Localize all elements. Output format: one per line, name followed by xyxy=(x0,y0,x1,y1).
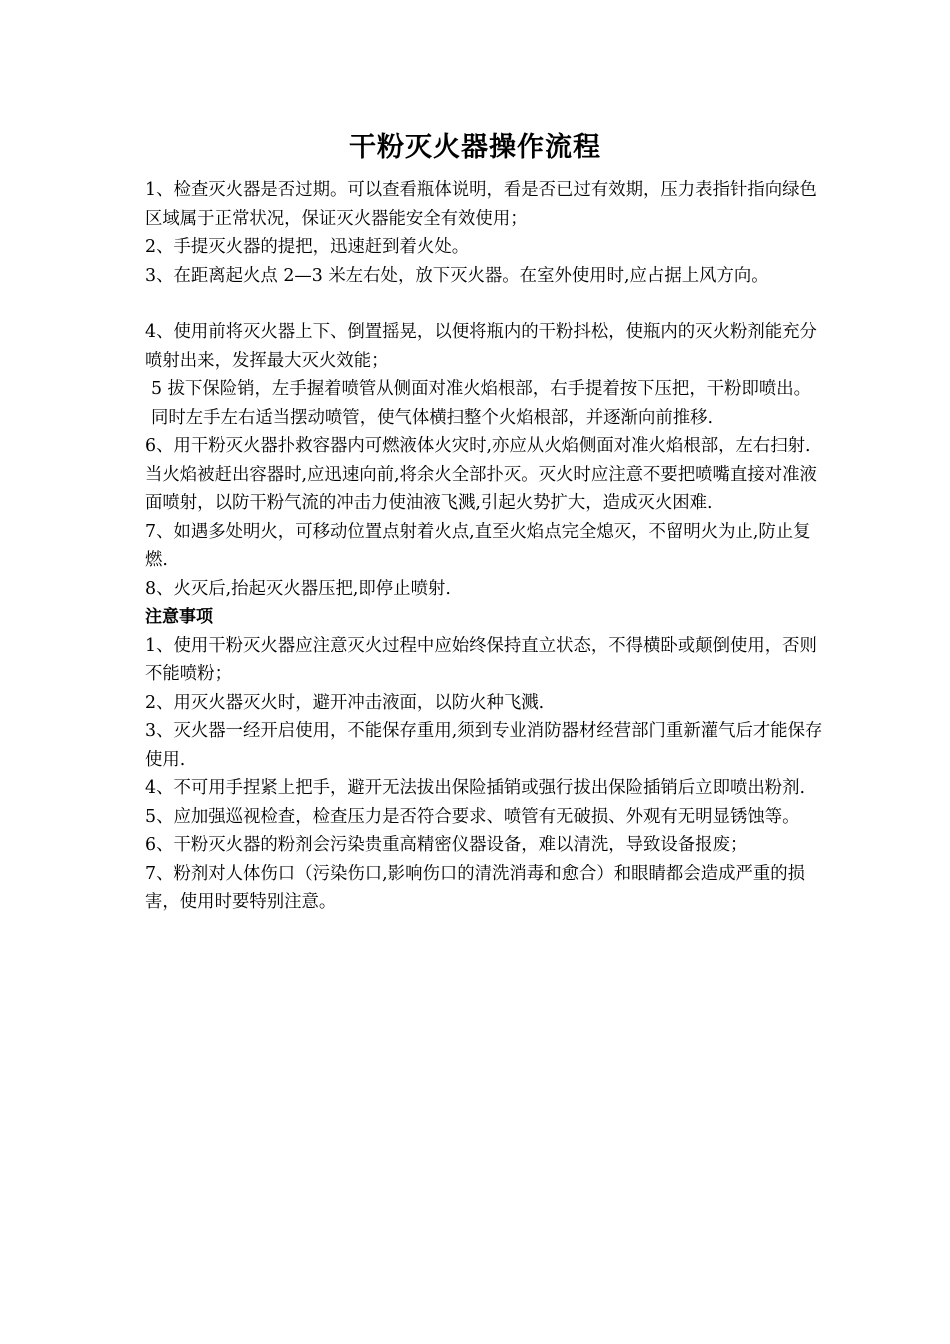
step-5: 5 拔下保险销，左手握着喷管从侧面对准火焰根部，右手提着按下压把，干粉即喷出。同时左手左右适当摆动喷管，使气体横扫整个火焰根部，并逐渐向前推移. xyxy=(151,379,812,428)
note-7: 7、粉剂对人体伤口（污染伤口,影响伤口的清洗消毒和愈合）和眼睛都会造成严重的损害，使用时要特别注意。 xyxy=(145,863,806,912)
note-1: 1、使用干粉灭火器应注意灭火过程中应始终保持直立状态，不得横卧或颠倒使用，否则不能喷粉； xyxy=(145,635,817,684)
step-6: 6、用干粉灭火器扑救容器内可燃液体火灾时,亦应从火焰侧面对准火焰根部，左右扫射.当火焰被赶出容器时,应迅速向前,将余火全部扑灭。灭火时应注意不要把喷嘴直接对准液面喷射，以防干粉气流的冲击力使油液飞溅,引起火势扩大，造成灭火困难. xyxy=(145,436,817,513)
note-3: 3、灭火器一经开启使用，不能保存重用,须到专业消防器材经营部门重新灌气后才能保存使用. xyxy=(145,721,823,770)
document-body xyxy=(145,176,825,917)
step-3: 3、在距离起火点 2—3 米左右处，放下灭火器。在室外使用时,应占据上风方向。 xyxy=(145,265,769,286)
step-1: 1、检查灭火器是否过期。可以查看瓶体说明，看是否已过有效期，压力表指针指向绿色区域属于正常状况，保证灭火器能安全有效使用； xyxy=(145,180,817,229)
notes-heading: 注意事项 xyxy=(145,607,213,627)
note-6: 6、干粉灭火器的粉剂会污染贵重高精密仪器设备，难以清洗，导致设备报废； xyxy=(145,835,748,855)
step-2: 2、手提灭火器的提把，迅速赶到着火处。 xyxy=(145,237,470,257)
document-title: 干粉灭火器操作流程 xyxy=(349,132,601,163)
note-5: 5、应加强巡视检查，检查压力是否符合要求、喷管有无破损、外观有无明显锈蚀等。 xyxy=(145,806,800,827)
note-4: 4、不可用手捏紧上把手，避开无法拔出保险插销或强行拔出保险插销后立即喷出粉剂. xyxy=(145,778,806,798)
step-8: 8、火灭后,抬起灭火器压把,即停止喷射. xyxy=(145,578,451,599)
step-4: 4、使用前将灭火器上下、倒置摇晃，以便将瓶内的干粉抖松，使瓶内的灭火粉剂能充分喷射出来，发挥最大灭火效能； xyxy=(145,322,817,371)
step-7: 7、如遇多处明火，可移动位置点射着火点,直至火焰点完全熄灭，不留明火为止,防止复燃. xyxy=(145,521,811,570)
paragraph-gap xyxy=(145,290,825,318)
note-2: 2、用灭火器灭火时，避开冲击液面，以防火种飞溅. xyxy=(145,692,545,713)
